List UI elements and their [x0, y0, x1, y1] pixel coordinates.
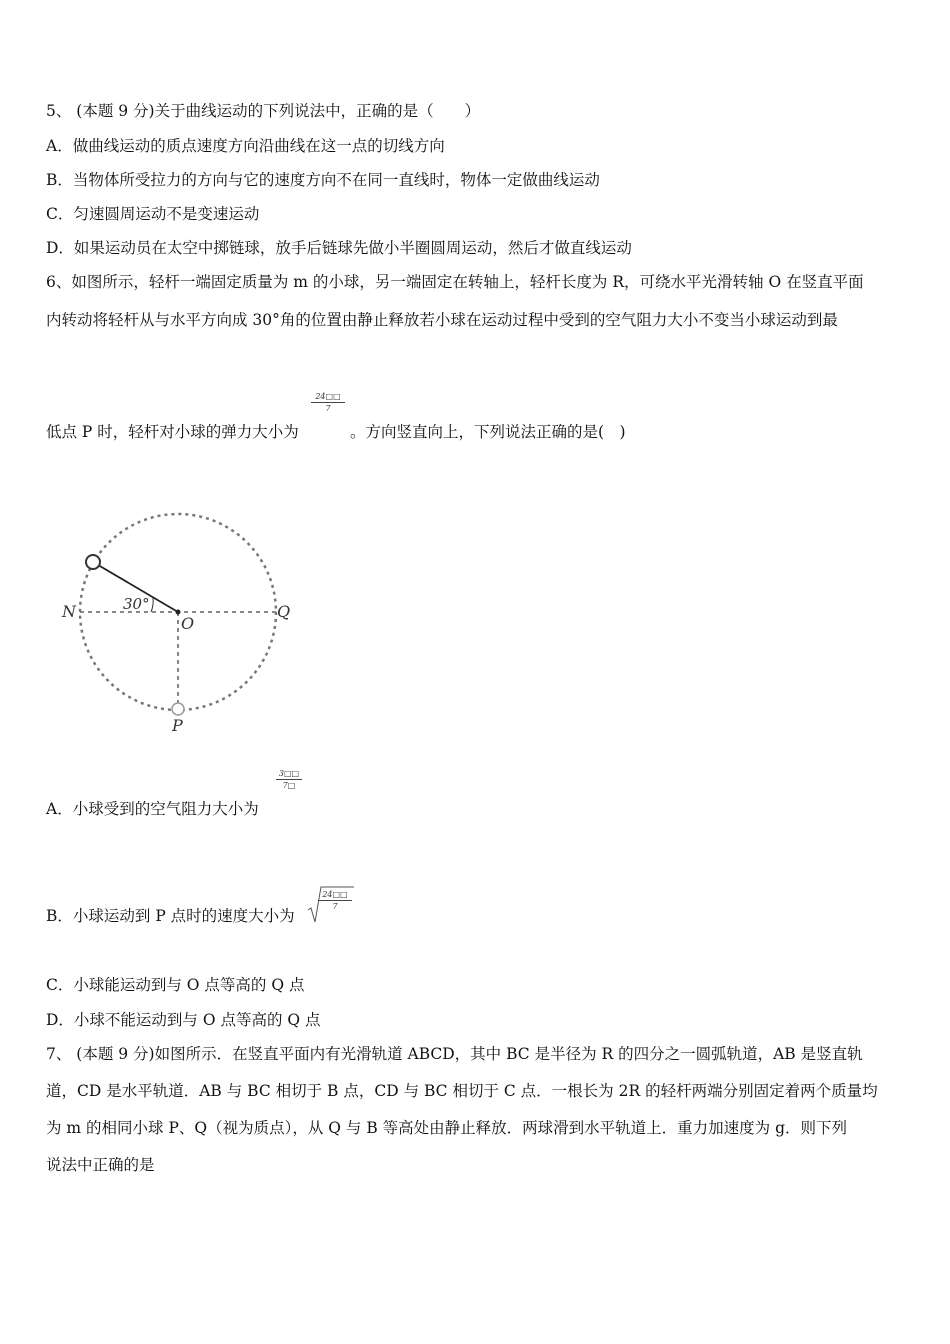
q5-option-d: D．如果运动员在太空中掷链球，放手后链球先做小半圈圆周运动，然后才做直线运动: [46, 239, 632, 257]
q6-option-c: C．小球能运动到与 O 点等高的 Q 点: [46, 976, 305, 994]
q6-option-d: D．小球不能运动到与 O 点等高的 Q 点: [46, 1011, 321, 1029]
label-q: Q: [277, 602, 291, 621]
q5-option-a: A．做曲线运动的质点速度方向沿曲线在这一点的切线方向: [46, 137, 445, 155]
q5-option-c: C．匀速圆周运动不是变速运动: [46, 205, 260, 223]
label-o: O: [181, 614, 195, 633]
q7-stem-line2: 道，CD 是水平轨道．AB 与 BC 相切于 B 点，CD 与 BC 相切于 C 点．一根长为 2R 的轻杆两端分别固定着两个质量均: [46, 1082, 878, 1100]
label-n: N: [62, 602, 76, 621]
q6-stem-line2: 内转动将轻杆从与水平方向成 30°角的位置由静止释放若小球在运动过程中受到的空气阻力大小不变当小球运动到最: [46, 311, 838, 329]
q6-b-fraction-den: 7: [332, 902, 338, 911]
label-p: P: [172, 716, 183, 735]
label-angle: 30°: [123, 595, 150, 613]
q6-stem-line3a: 低点 P 时，轻杆对小球的弹力大小为: [46, 423, 299, 441]
q6-force-fraction-num: 24□□: [311, 392, 345, 403]
q6-force-fraction-den: 7: [325, 404, 331, 413]
q6-figure: [55, 505, 310, 740]
q7-stem-line4: 说法中正确的是: [46, 1156, 155, 1174]
q5-stem: 5、 (本题 9 分)关于曲线运动的下列说法中，正确的是（ ）: [46, 102, 481, 120]
q6-b-fraction: [318, 890, 352, 911]
q6-a-fraction: [276, 769, 302, 790]
pivot: [176, 610, 181, 615]
ball-bottom: [172, 703, 184, 715]
q6-stem-line1: 6、如图所示，轻杆一端固定质量为 m 的小球，另一端固定在转轴上，轻杆长度为 R，可绕水平光滑转轴 O 在竖直平面: [46, 273, 864, 291]
q7-stem-line1: 7、 (本题 9 分)如图所示．在竖直平面内有光滑轨道 ABCD，其中 BC 是半径为 R 的四分之一圆弧轨道，AB 是竖直轨: [46, 1045, 863, 1063]
q6-a-fraction-den: 7□: [282, 781, 296, 790]
q5-option-b: B．当物体所受拉力的方向与它的速度方向不在同一直线时，物体一定做曲线运动: [46, 171, 600, 189]
q6-b-fraction-num: 24□□: [318, 890, 352, 901]
ball-start: [86, 555, 100, 569]
q6-force-fraction: [311, 392, 345, 413]
q6-option-b: B．小球运动到 P 点时的速度大小为: [46, 907, 295, 925]
q6-option-a: A．小球受到的空气阻力大小为: [46, 800, 259, 818]
angle-arc: [151, 598, 153, 612]
q6-a-fraction-num: 3□□: [276, 769, 302, 780]
q7-stem-line3: 为 m 的相同小球 P、Q（视为质点），从 Q 与 B 等高处由静止释放．两球滑到水平轨道上．重力加速度为 g．则下列: [46, 1119, 848, 1137]
q6-stem-line3b: 。方向竖直向上，下列说法正确的是( ): [350, 423, 626, 441]
